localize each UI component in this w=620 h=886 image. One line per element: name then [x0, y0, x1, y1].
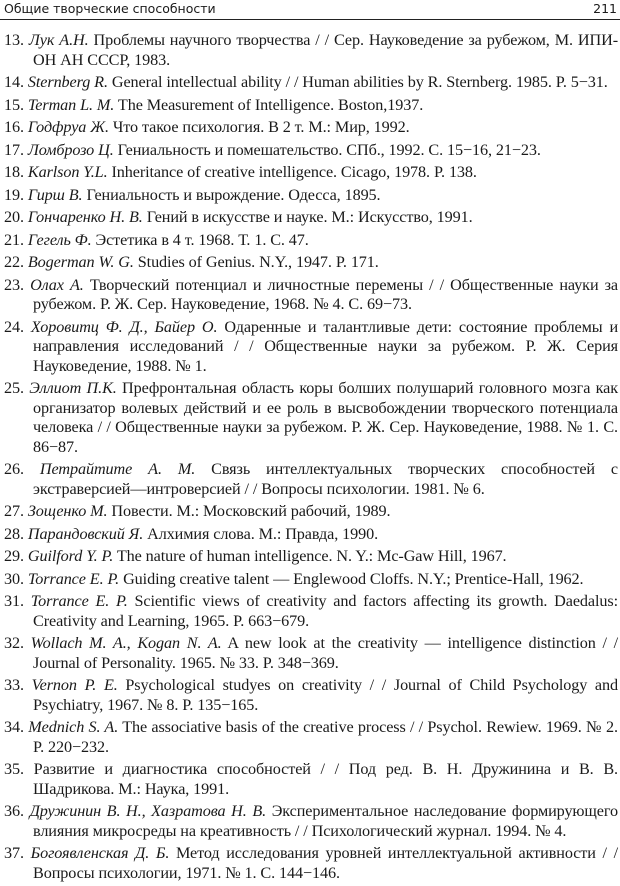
reference-text: Гений в искусстве и науке. М.: Искусство, 1991. [146, 208, 473, 226]
reference-entry [4, 186, 618, 206]
reference-number: 15. [4, 95, 24, 114]
reference-entry [4, 525, 618, 545]
reference-number: 36. [4, 802, 24, 820]
reference-author: Torrance E. P. [27, 569, 120, 588]
reference-number: 27. [4, 502, 24, 520]
reference-text: Метод исследования уровней интеллектуальной активности / / Вопросы психологии, 1971. № 1. С. 144−146. [33, 844, 618, 882]
reference-entry [4, 547, 618, 567]
reference-author: Дружинин В. Н., Хазратова Н. В. [29, 802, 267, 820]
reference-author: Vernon P. E. [31, 676, 118, 694]
reference-entry [4, 844, 618, 883]
reference-author: Богоявленская Д. Б. [30, 844, 170, 862]
reference-author: Лук А.Н. [28, 31, 89, 49]
page-number: 211 [593, 1, 617, 16]
reference-number: 26. [4, 460, 24, 478]
reference-number: 28. [4, 524, 24, 543]
reference-entry [4, 676, 618, 715]
running-head [0, 0, 620, 20]
reference-number: 33. [4, 676, 24, 694]
reference-text: A new look at the creativity — intelligence distinction / / Journal of Personality. 1965. № 33. P. 348−369. [33, 634, 618, 672]
reference-text: Развитие и диагностика способностей / / Под ред. В. Н. Дружинина и В. В. Шадрикова. М.: Наука, 1991. [33, 760, 618, 798]
reference-entry [4, 231, 618, 251]
reference-number: 14. [4, 73, 24, 91]
reference-author: Sternberg R. [27, 73, 108, 91]
reference-number: 35. [4, 760, 24, 778]
reference-text: Творческий потенциал и личностные перемены / / Общественные науки за рубежом. Р. Ж. Сер. Науковедение, 1968. № 4. С. 69−73. [33, 275, 619, 313]
reference-text: Гениальность и вырождение. Одесса, 1895. [86, 185, 381, 204]
reference-author: Гончаренко Н. В. [27, 208, 143, 226]
reference-text: The associative basis of the creative process / / Psychol. Rewiew. 1969. № 2. P. 220−232. [33, 718, 618, 756]
reference-entry [4, 73, 618, 93]
reference-author: Guilford Y. P. [27, 547, 114, 565]
reference-text: Что такое психология. В 2 т. М.: Мир, 1992. [112, 118, 410, 136]
reference-author: Олах А. [30, 275, 84, 294]
reference-text: The nature of human intelligence. N. Y.: Mc-Gaw Hill, 1967. [116, 547, 507, 565]
reference-number: 30. [4, 569, 24, 588]
reference-author: Годфруа Ж. [27, 118, 109, 136]
reference-entry [4, 318, 618, 377]
reference-text: Повести. М.: Московский рабочий, 1989. [111, 502, 391, 520]
reference-text: Psychological studyes on creativity / / Journal of Child Psychology and Psychiatry, 1967. № 8. P. 135−165. [33, 676, 618, 714]
reference-entry [4, 460, 618, 499]
reference-author: Karlson Y.L. [27, 163, 108, 181]
reference-text: Одаренные и талантливые дети: состояние проблемы и направления исследований / / Общественные науки за рубежом. Р. Ж. Серия Науковедение, 1988. № 1. [33, 317, 619, 375]
reference-number: 21. [4, 230, 24, 249]
reference-text: Гениальность и помешательство. СПб., 1992. С. 15−16, 21−23. [117, 140, 541, 159]
reference-entry [4, 379, 618, 457]
reference-number: 16. [4, 118, 24, 136]
reference-number: 18. [4, 163, 24, 181]
reference-text: Алхимия слова. М.: Правда, 1990. [147, 524, 379, 543]
reference-entry [4, 118, 618, 138]
reference-number: 19. [4, 185, 24, 204]
reference-number: 37. [4, 844, 24, 862]
reference-author: Парандовский Я. [27, 524, 144, 543]
reference-text: Эстетика в 4 т. 1968. Т. 1. С. 47. [95, 230, 309, 249]
running-title: Общие творческие способности [4, 1, 216, 16]
reference-entry [4, 276, 618, 315]
reference-number: 13. [4, 31, 24, 49]
reference-author: Хоровитц Ф. Д., Байер О. [30, 317, 218, 336]
reference-entry [4, 208, 618, 228]
reference-author: Зощенко М. [27, 502, 108, 520]
reference-entry [4, 253, 618, 273]
reference-text: Экспериментальное наследование формирующего влияния микросреды на креативность / / Психологический журнал. 1994. № 4. [33, 802, 619, 840]
reference-number: 34. [4, 718, 24, 736]
reference-number: 32. [4, 634, 24, 652]
reference-author: Bogerman W. G. [27, 253, 134, 271]
reference-number: 25. [4, 379, 24, 397]
reference-entry [4, 634, 618, 673]
reference-author: Mednich S. A. [28, 718, 119, 736]
reference-author: Гегель Ф. [27, 230, 92, 249]
reference-entry [4, 760, 618, 799]
reference-entry [4, 592, 618, 631]
reference-author: Гирш В. [27, 185, 83, 204]
reference-number: 23. [4, 275, 24, 294]
reference-entry [4, 802, 618, 841]
reference-author: Ломброзо Ц. [27, 140, 114, 159]
reference-number: 31. [4, 592, 24, 610]
reference-list [4, 31, 618, 886]
reference-number: 22. [4, 253, 24, 271]
reference-author: Эллиот П.К. [29, 379, 117, 397]
reference-number: 20. [4, 208, 24, 226]
reference-text: Inheritance of creative intelligence. Cicago, 1978. P. 138. [111, 163, 477, 181]
reference-entry [4, 31, 618, 70]
reference-author: Wollach M. A., Kogan N. A. [30, 634, 222, 652]
reference-author: Terman L. M. [27, 95, 115, 114]
reference-text: Scientific views of creativity and factors affecting its growth. Daedalus: Creativity and Learning, 1965. P. 663−679. [33, 592, 618, 630]
reference-text: Проблемы научного творчества / / Сер. Науковедение за рубежом, М. ИПИ-ОН АН СССР, 1983. [33, 31, 618, 69]
reference-entry [4, 163, 618, 183]
reference-text: Связь интеллектуальных творческих способностей с экстраверсией—интроверсией / / Вопросы психологии. 1981. № 6. [33, 460, 619, 498]
reference-author: Torrance E. P. [30, 592, 128, 610]
reference-number: 29. [4, 547, 24, 565]
reference-text: Guiding creative talent — Englewood Cloffs. N.Y.; Prentice-Hall, 1962. [123, 569, 584, 588]
reference-number: 17. [4, 140, 24, 159]
reference-entry [4, 141, 618, 161]
reference-entry [4, 502, 618, 522]
reference-entry [4, 96, 618, 116]
reference-text: General intellectual ability / / Human abilities by R. Sternberg. 1985. P. 5−31. [111, 73, 608, 91]
reference-author: Петрайтите А. М. [39, 460, 196, 478]
reference-text: Префронтальная область коры болших полушарий головного мозга как организатор волевых действий и ее роль в высвобождении творческого потенциала человека / / Общественные науки за рубежом. Р. Ж. Сер. Науковедение, 1988. № 1. С. 86−87. [33, 379, 619, 456]
reference-text: Studies of Genius. N.Y., 1947. P. 171. [137, 253, 379, 271]
reference-entry [4, 718, 618, 757]
reference-text: The Measurement of Intelligence. Boston,1937. [117, 95, 424, 114]
reference-number: 24. [4, 317, 24, 336]
reference-entry [4, 570, 618, 590]
